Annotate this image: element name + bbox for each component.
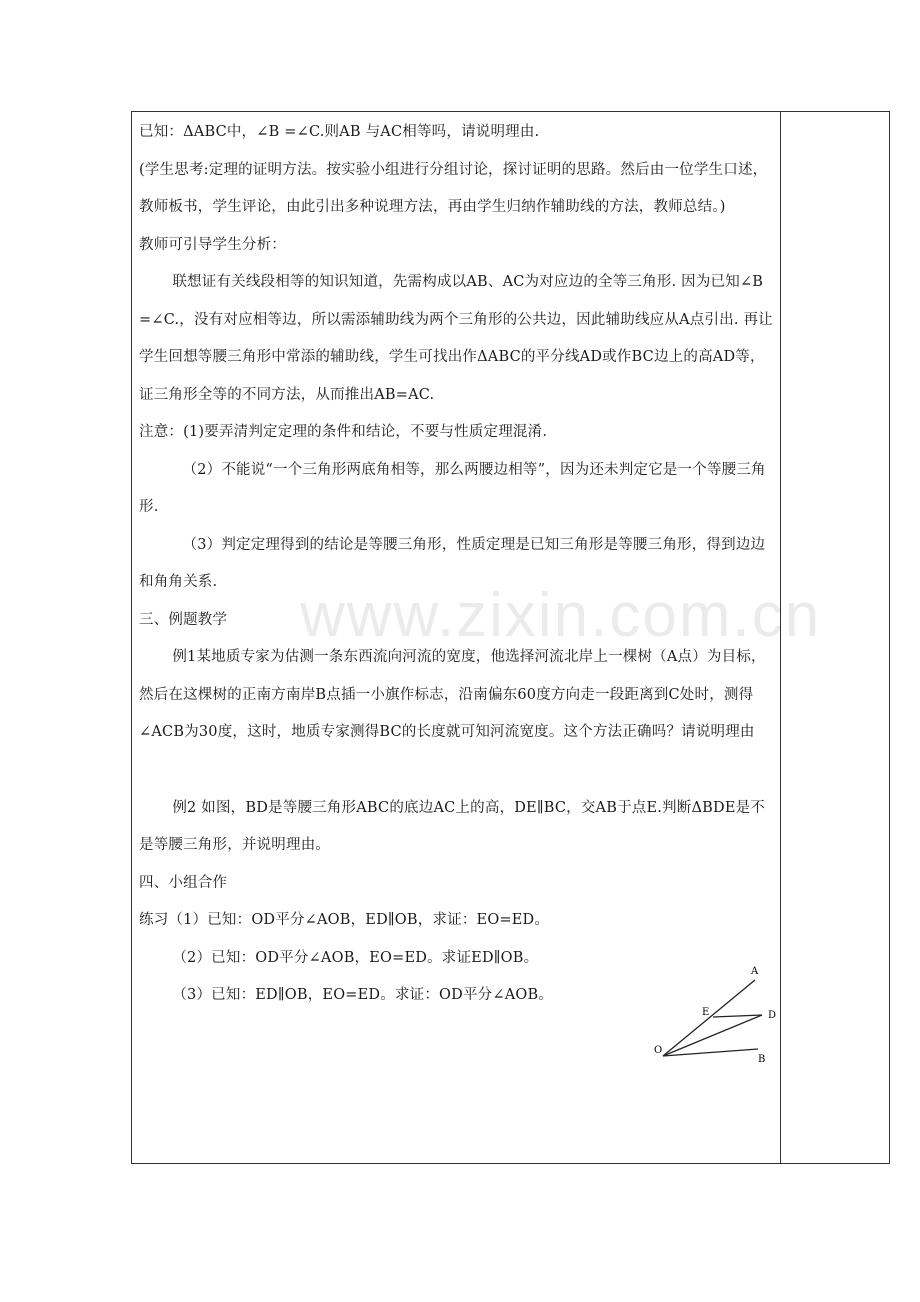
example-1: 例1某地质专家为估测一条东西流向河流的宽度，他选择河流北岸上一棵树（A点）为目标，然后在这棵树的正南方南岸B点插一小旗作标志，沿南偏东60度方向走一段距离到C处时，测得∠ACB为30度，这时，地质专家测得BC的长度就可知河流宽度。这个方法正确吗？请说明理由	[139, 649, 766, 740]
known-condition: 已知：ΔABC中，∠B =∠C.则AB 与AC相等吗，请说明理由.	[139, 124, 540, 140]
label-B: B	[758, 1054, 766, 1065]
lesson-content	[139, 114, 779, 1015]
label-E: E	[702, 1007, 710, 1018]
column-divider	[780, 111, 781, 1164]
teacher-guide: 教师可引导学生分析：	[139, 236, 286, 253]
label-O: O	[654, 1045, 663, 1056]
label-D: D	[768, 1010, 777, 1021]
note-1: 注意：(1)要弄清判定定理的条件和结论，不要与性质定理混淆.	[139, 424, 548, 440]
watermark: www.zixin.com.cn	[300, 581, 822, 650]
analysis-paragraph: 联想证有关线段相等的知识知道，先需构成以AB、AC为对应边的全等三角形. 因为已知∠B =∠C.，没有对应相等边，所以需添辅助线为两个三角形的公共边，因此辅助线应从A点引出. 再让学生回想等腰三角形中常添的辅助线，学生可找出作ΔABC的平分线AD或作BC边上的高AD等，证三角形全等的不同方法，从而推出AB=AC.	[139, 274, 773, 403]
exercise-1: 练习（1）已知：OD平分∠AOB，ED∥OB，求证：EO=ED。	[139, 912, 550, 928]
exercise-3: （3）已知：ED∥OB，EO=ED。求证：OD平分∠AOB。	[172, 987, 554, 1003]
label-A: A	[751, 966, 759, 977]
note-3: （3）判定定理得到的结论是等腰三角形，性质定理是已知三角形是等腰三角形，得到边边和角角关系.	[139, 536, 766, 590]
example-2: 例2 如图，BD是等腰三角形ABC的底边AC上的高，DE∥BC，交AB于点E.判断ΔBDE是不是等腰三角形，并说明理由。	[139, 799, 765, 853]
note-2: （2）不能说“一个三角形两底角相等，那么两腰边相等”，因为还未判定它是一个等腰三角形.	[139, 461, 766, 515]
geometry-figure	[650, 960, 780, 1070]
section-three-heading: 三、例题教学	[139, 611, 228, 628]
section-four-heading: 四、小组合作	[139, 874, 228, 891]
student-thinking: (学生思考:定理的证明方法。按实验小组进行分组讨论，探讨证明的思路。然后由一位学生口述，教师板书，学生评论，由此引出多种说理方法，再由学生归纳作辅助线的方法，教师总结。)	[139, 161, 768, 215]
exercise-2: （2）已知：OD平分∠AOB，EO=ED。求证ED∥OB。	[172, 949, 539, 966]
